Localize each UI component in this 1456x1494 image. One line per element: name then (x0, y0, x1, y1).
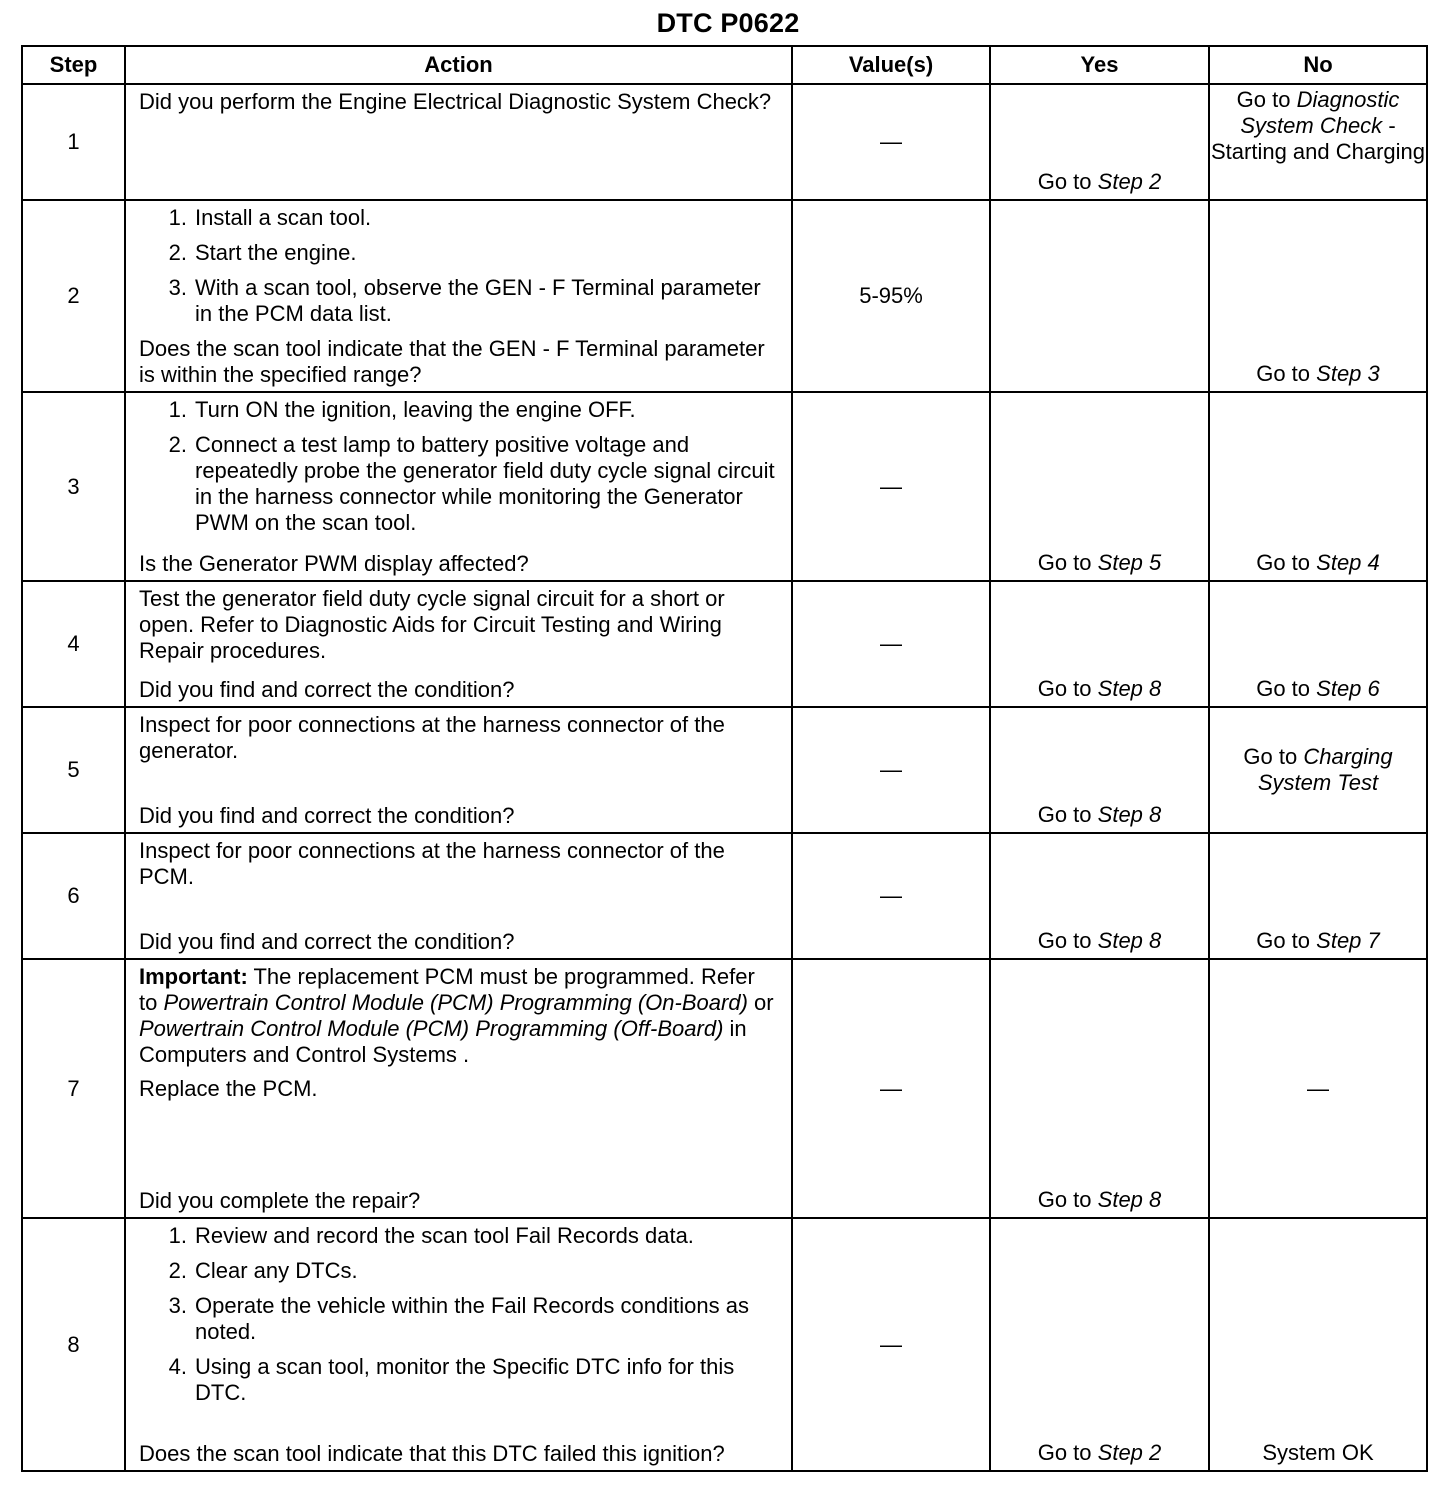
no-link[interactable]: Go to Step 4 (1256, 550, 1380, 575)
no-link[interactable]: Go to Charging System Test (1243, 744, 1393, 795)
no-result: System OK (1262, 1440, 1374, 1465)
action-cell (125, 833, 792, 959)
no-cell (1209, 392, 1427, 581)
value-cell: — (792, 581, 990, 707)
action-steps (139, 205, 779, 327)
action-text: Did you perform the Engine Electrical Diagnostic System Check? (139, 89, 772, 114)
action-steps (139, 397, 779, 536)
yes-cell (990, 959, 1209, 1218)
action-cell (125, 1218, 792, 1471)
list-item: 4. Using a scan tool, monitor the Specific DTC info for this DTC. (168, 1354, 735, 1405)
action-text: Inspect for poor connections at the harness connector of the generator. (139, 712, 725, 763)
value-cell: — (792, 833, 990, 959)
list-item: 2. Clear any DTCs. (168, 1258, 358, 1283)
yes-link[interactable]: Go to Step 5 (1037, 550, 1162, 575)
action-text: Replace the PCM. (139, 1076, 318, 1101)
header-step: Step (22, 46, 125, 84)
header-yes: Yes (990, 46, 1209, 84)
yes-cell (990, 1218, 1209, 1471)
list-item: 1. Turn ON the ignition, leaving the engine OFF. (168, 397, 636, 422)
no-cell (1209, 833, 1427, 959)
list-item: 2. Start the engine. (168, 240, 357, 265)
no-cell (1209, 200, 1427, 392)
yes-cell (990, 200, 1209, 392)
step-number: 1 (22, 84, 125, 200)
yes-link[interactable]: Go to Step 8 (1037, 676, 1162, 701)
no-link[interactable]: Go to Step 6 (1256, 676, 1380, 701)
yes-link[interactable]: Go to Step 8 (1037, 1187, 1162, 1212)
list-item: 3. Operate the vehicle within the Fail Records conditions as noted. (168, 1293, 749, 1344)
action-steps (139, 1223, 779, 1406)
action-question: Did you complete the repair? (139, 1188, 421, 1213)
table-row (22, 84, 1427, 200)
yes-cell (990, 707, 1209, 833)
action-cell (125, 392, 792, 581)
list-item: 1. Review and record the scan tool Fail Records data. (168, 1223, 694, 1248)
diagnostic-table (21, 45, 1428, 1472)
header-action: Action (125, 46, 792, 84)
no-cell (1209, 84, 1427, 200)
action-question: Does the scan tool indicate that the GEN - F Terminal parameter is within the specified range? (139, 336, 765, 387)
list-item: 1. Install a scan tool. (168, 205, 372, 230)
value-cell: — (792, 1218, 990, 1471)
no-link[interactable]: Go to Step 7 (1256, 928, 1380, 953)
header-value: Value(s) (792, 46, 990, 84)
table-row (22, 959, 1427, 1218)
action-cell (125, 84, 792, 200)
action-text: Test the generator field duty cycle signal circuit for a short or open. Refer to Diagnostic Aids for Circuit Testing and Wiring Repair procedures. (139, 586, 725, 663)
value-cell: — (792, 707, 990, 833)
action-question: Did you find and correct the condition? (139, 677, 515, 702)
value-cell: — (792, 959, 990, 1218)
table-row (22, 200, 1427, 392)
table-row (22, 1218, 1427, 1471)
table-row (22, 833, 1427, 959)
value-cell: 5-95% (792, 200, 990, 392)
no-cell: — (1209, 959, 1427, 1218)
no-cell (1209, 1218, 1427, 1471)
yes-link[interactable]: Go to Step 2 (1037, 1440, 1162, 1465)
header-no: No (1209, 46, 1427, 84)
yes-link[interactable]: Go to Step 2 (1037, 169, 1162, 194)
table-row (22, 581, 1427, 707)
action-question: Does the scan tool indicate that this DTC failed this ignition? (139, 1441, 725, 1466)
action-question: Did you find and correct the condition? (139, 929, 515, 954)
no-cell (1209, 581, 1427, 707)
yes-cell (990, 581, 1209, 707)
action-question: Did you find and correct the condition? (139, 803, 515, 828)
table-row (22, 707, 1427, 833)
reference-link[interactable]: Powertrain Control Module (PCM) Programming (Off-Board) (139, 1016, 724, 1041)
yes-link[interactable]: Go to Step 8 (1037, 928, 1162, 953)
action-question: Is the Generator PWM display affected? (139, 551, 529, 576)
yes-cell (990, 84, 1209, 200)
step-number: 5 (22, 707, 125, 833)
step-number: 8 (22, 1218, 125, 1471)
action-text: Inspect for poor connections at the harness connector of the PCM. (139, 838, 725, 889)
step-number: 4 (22, 581, 125, 707)
yes-cell (990, 392, 1209, 581)
step-number: 7 (22, 959, 125, 1218)
no-link[interactable]: Go to Diagnostic System Check - Starting and Charging (1210, 87, 1426, 164)
table-header-row (22, 46, 1427, 84)
action-cell (125, 707, 792, 833)
yes-cell (990, 833, 1209, 959)
step-number: 2 (22, 200, 125, 392)
reference-link[interactable]: Powertrain Control Module (PCM) Programming (On-Board) (163, 990, 748, 1015)
no-link[interactable]: Go to Step 3 (1256, 361, 1380, 386)
yes-link[interactable]: Go to Step 8 (1037, 802, 1162, 827)
list-item: 2. Connect a test lamp to battery positive voltage and repeatedly probe the generator field duty cycle signal circuit in the harness connector while monitoring the Generator PWM on the scan tool. (168, 432, 775, 535)
step-number: 3 (22, 392, 125, 581)
value-cell: — (792, 84, 990, 200)
no-cell (1209, 707, 1427, 833)
action-cell (125, 200, 792, 392)
table-row (22, 392, 1427, 581)
step-number: 6 (22, 833, 125, 959)
value-cell: — (792, 392, 990, 581)
page-title: DTC P0622 (656, 8, 800, 38)
important-note: Important: The replacement PCM must be programmed. Refer to Powertrain Control Module (PCM) Programming (On-Board) or Powertrain Control Module (PCM) Programming (Off-Board) in Computers and Control Systems . (139, 964, 774, 1067)
action-cell (125, 581, 792, 707)
action-cell (125, 959, 792, 1218)
list-item: 3. With a scan tool, observe the GEN - F Terminal parameter in the PCM data list. (168, 275, 761, 326)
